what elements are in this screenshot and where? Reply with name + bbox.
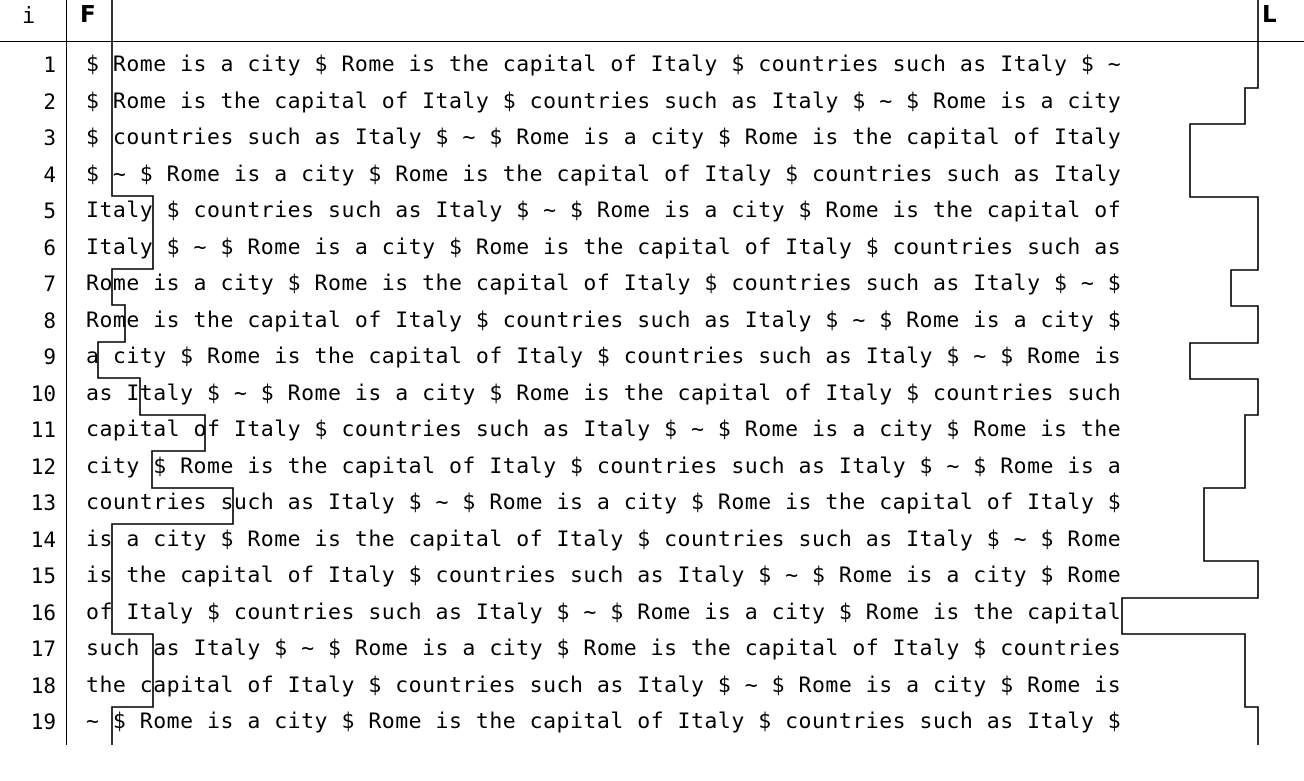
row-text: ~ $ Rome is a city $ Rome is the capital of Italy $ countries such as Italy $	[86, 709, 1122, 734]
row-index: 10	[30, 381, 56, 406]
rotation-matrix	[0, 48, 1304, 742]
table-row	[0, 194, 1304, 231]
row-index: 7	[43, 272, 56, 296]
row-text: Rome is a city $ Rome is the capital of Italy $ countries such as Italy $ ~ $	[86, 271, 1122, 296]
table-row	[0, 596, 1304, 633]
table-row	[0, 559, 1304, 596]
row-text: a city $ Rome is the capital of Italy $ countries such as Italy $ ~ $ Rome is	[86, 344, 1122, 369]
row-text: capital of Italy $ countries such as Italy $ ~ $ Rome is a city $ Rome is the	[86, 417, 1122, 442]
column-header-index: i	[22, 4, 36, 29]
row-text: $ Rome is a city $ Rome is the capital of Italy $ countries such as Italy $ ~	[86, 52, 1122, 77]
row-text: $ ~ $ Rome is a city $ Rome is the capital of Italy $ countries such as Italy	[86, 161, 1122, 187]
table-row	[0, 121, 1304, 158]
row-index: 3	[43, 126, 56, 150]
row-index: 11	[30, 418, 56, 442]
column-header-first: F	[80, 2, 96, 28]
table-header	[0, 0, 1304, 42]
row-text: countries such as Italy $ ~ $ Rome is a city $ Rome is the capital of Italy $	[86, 490, 1122, 515]
row-text: $ countries such as Italy $ ~ $ Rome is a city $ Rome is the capital of Italy	[86, 125, 1122, 150]
header-divider	[0, 41, 1304, 42]
row-text: the capital of Italy $ countries such as Italy $ ~ $ Rome is a city $ Rome is	[86, 672, 1122, 698]
row-index: 14	[30, 527, 56, 552]
row-index: 15	[30, 564, 56, 588]
table-row	[0, 486, 1304, 523]
row-index: 13	[30, 491, 56, 515]
row-index: 19	[30, 710, 56, 734]
column-header-last: L	[1262, 2, 1277, 28]
table-row	[0, 304, 1304, 341]
row-index: 12	[30, 454, 56, 479]
row-index: 2	[43, 89, 56, 114]
row-index: 6	[43, 235, 56, 260]
row-text: is a city $ Rome is the capital of Italy $ countries such as Italy $ ~ $ Rome	[86, 526, 1122, 552]
table-row	[0, 377, 1304, 414]
row-text: Rome is the capital of Italy $ countries such as Italy $ ~ $ Rome is a city $	[86, 307, 1122, 333]
row-index: 16	[30, 600, 56, 625]
row-text: Italy $ countries such as Italy $ ~ $ Rome is a city $ Rome is the capital of	[86, 198, 1122, 223]
row-index: 4	[43, 162, 56, 187]
row-index: 9	[43, 345, 56, 369]
row-index: 1	[43, 53, 56, 77]
table-row	[0, 231, 1304, 268]
row-index: 18	[30, 673, 56, 698]
table-row	[0, 523, 1304, 560]
table-row	[0, 705, 1304, 742]
table-row	[0, 48, 1304, 85]
row-text: is the capital of Italy $ countries such as Italy $ ~ $ Rome is a city $ Rome	[86, 563, 1122, 588]
row-index: 8	[43, 308, 56, 333]
table-row	[0, 669, 1304, 706]
row-text: of Italy $ countries such as Italy $ ~ $ Rome is a city $ Rome is the capital	[86, 599, 1122, 625]
table-row	[0, 158, 1304, 195]
row-index: 17	[30, 637, 56, 661]
table-row	[0, 632, 1304, 669]
row-text: as Italy $ ~ $ Rome is a city $ Rome is the capital of Italy $ countries such	[86, 380, 1122, 406]
row-text: such as Italy $ ~ $ Rome is a city $ Rome is the capital of Italy $ countries	[86, 636, 1122, 661]
row-text: $ Rome is the capital of Italy $ countries such as Italy $ ~ $ Rome is a city	[86, 88, 1122, 114]
row-text: city $ Rome is the capital of Italy $ countries such as Italy $ ~ $ Rome is a	[86, 453, 1122, 479]
table-row	[0, 267, 1304, 304]
table-row	[0, 413, 1304, 450]
table-row	[0, 85, 1304, 122]
table-row	[0, 340, 1304, 377]
row-text: Italy $ ~ $ Rome is a city $ Rome is the capital of Italy $ countries such as	[86, 234, 1122, 260]
table-row	[0, 450, 1304, 487]
row-index: 5	[43, 199, 56, 223]
